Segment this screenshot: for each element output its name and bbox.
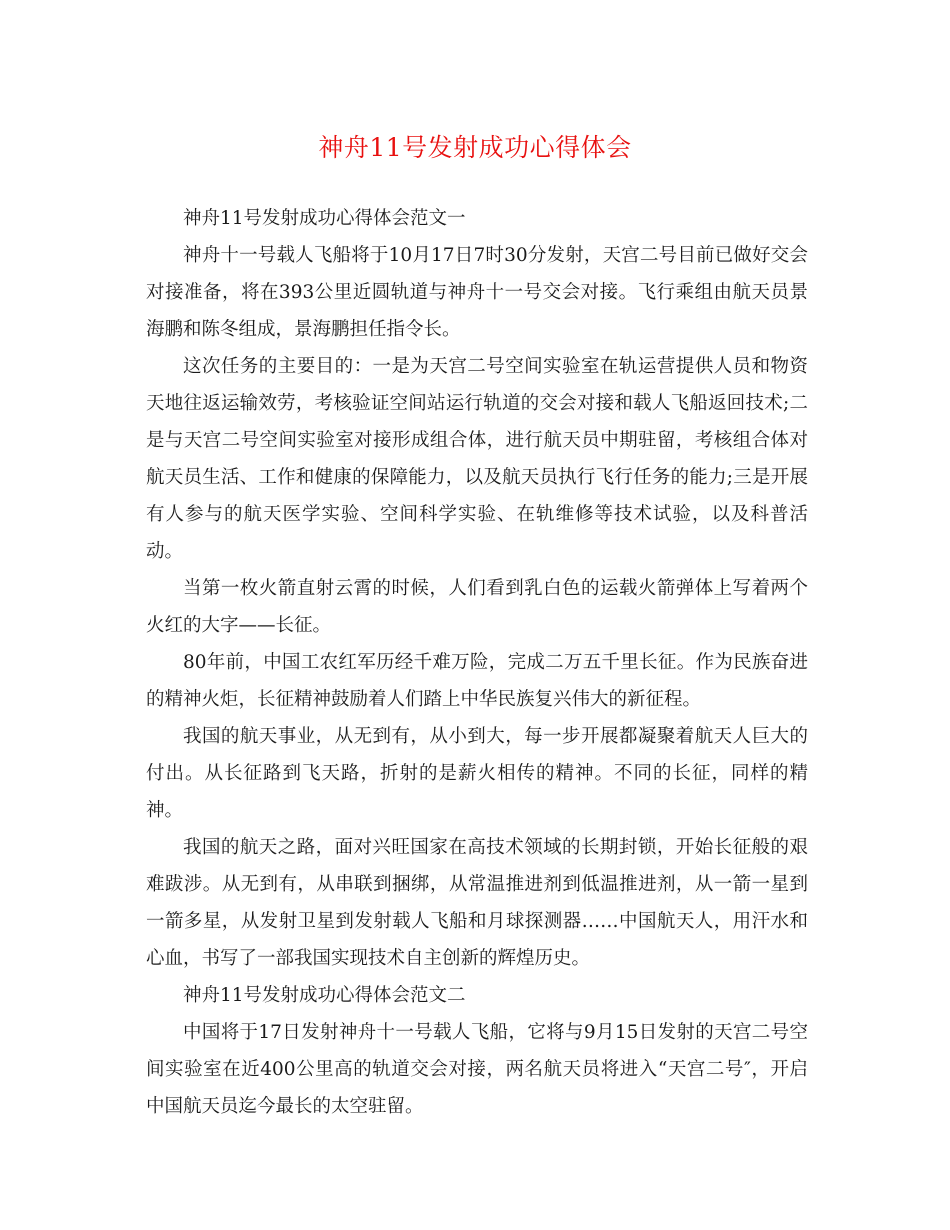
section-heading-2: 神舟11号发射成功心得体会范文二 (183, 985, 466, 1006)
document-body (146, 200, 808, 1125)
section-heading-1: 神舟11号发射成功心得体会范文一 (183, 208, 466, 229)
paragraph: 当第一枚火箭直射云霄的时候，人们看到乳白色的运载火箭弹体上写着两个火红的大字——长征。 (146, 578, 808, 636)
paragraph: 我国的航天之路，面对兴旺国家在高技术领域的长期封锁，开始长征般的艰难跋涉。从无到有，从串联到捆绑，从常温推进剂到低温推进剂，从一箭一星到一箭多星，从发射卫星到发射载人飞船和月球探测器……中国航天人，用汗水和心血，书写了一部我国实现技术自主创新的辉煌历史。 (146, 837, 808, 969)
paragraph: 神舟十一号载人飞船将于10月17日7时30分发射，天宫二号目前已做好交会对接准备，将在393公里近圆轨道与神舟十一号交会对接。飞行乘组由航天员景海鹏和陈冬组成，景海鹏担任指令长。 (146, 245, 808, 340)
paragraph: 这次任务的主要目的：一是为天宫二号空间实验室在轨运营提供人员和物资天地往返运输效劳，考核验证空间站运行轨道的交会对接和载人飞船返回技术;二是与天宫二号空间实验室对接形成组合体，进行航天员中期驻留，考核组合体对航天员生活、工作和健康的保障能力，以及航天员执行飞行任务的能力;三是开展有人参与的航天医学实验、空间科学实验、在轨维修等技术试验，以及科普活动。 (146, 356, 808, 562)
paragraph: 80年前，中国工农红军历经千难万险，完成二万五千里长征。作为民族奋进的精神火炬，长征精神鼓励着人们踏上中华民族复兴伟大的新征程。 (146, 652, 808, 710)
document-title: 神舟11号发射成功心得体会 (318, 133, 632, 162)
paragraph: 中国将于17日发射神舟十一号载人飞船，它将与9月15日发射的天宫二号空间实验室在近400公里高的轨道交会对接，两名航天员将进入“天宫二号″，开启中国航天员迄今最长的太空驻留。 (146, 1022, 808, 1117)
paragraph: 我国的航天事业，从无到有，从小到大，每一步开展都凝聚着航天人巨大的付出。从长征路到飞天路，折射的是薪火相传的精神。不同的长征，同样的精神。 (146, 726, 808, 821)
